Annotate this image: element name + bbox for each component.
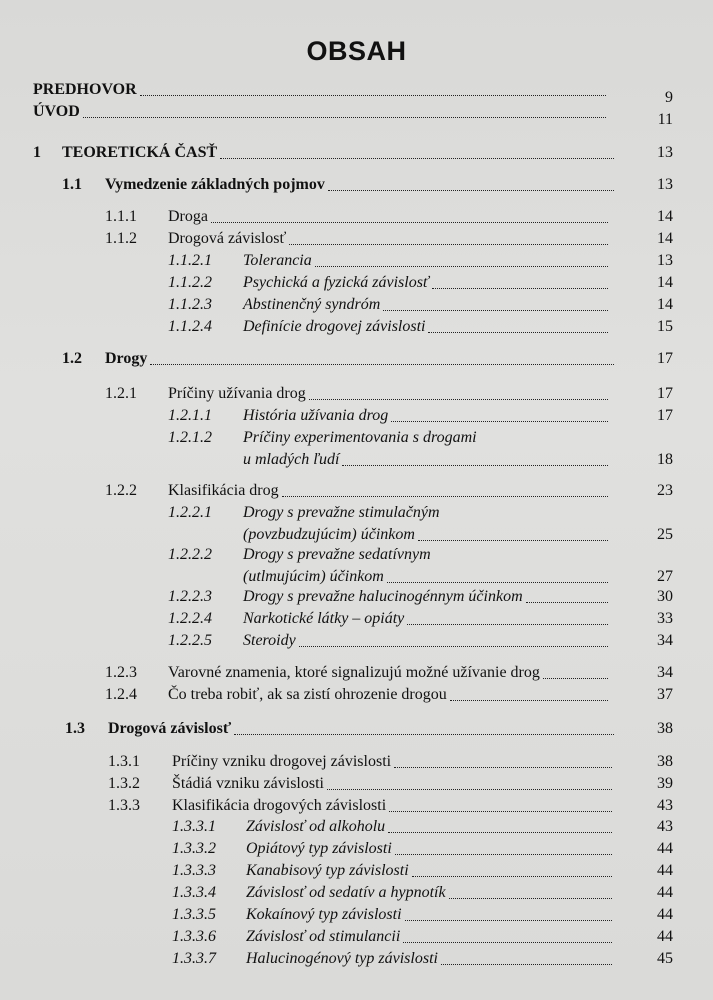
leader-dots [140, 95, 606, 96]
toc-entry-page: 11 [657, 111, 673, 128]
toc-entry-page: 13 [657, 252, 673, 269]
leader-dots [383, 310, 608, 311]
toc-entry-number: 1.2.1.1 [168, 407, 212, 424]
toc-entry [0, 861, 713, 881]
leader-dots [388, 832, 612, 833]
leader-dots [526, 602, 608, 603]
toc-entry-number: 1.3.3 [108, 797, 140, 814]
leader-dots [543, 678, 608, 679]
toc-entry-page: 9 [665, 89, 673, 106]
toc-entry-page: 17 [657, 385, 673, 402]
toc-entry-title: TEORETICKÁ ČASŤ [62, 143, 618, 163]
toc-entry-number: 1.3.3.6 [172, 928, 216, 945]
toc-entry [0, 774, 713, 794]
leader-dots [449, 898, 612, 899]
toc-entry-title: Definície drogovej závislosti [243, 317, 612, 337]
toc-entry-number: 1.3.3.5 [172, 906, 216, 923]
toc-entry [0, 295, 713, 315]
toc-entry-page: 14 [657, 274, 673, 291]
toc-entry-number: 1.3.3.1 [172, 818, 216, 835]
toc-entry-page: 15 [657, 318, 673, 335]
toc-entry [0, 905, 713, 925]
toc-entry-number: 1.2.2.5 [168, 632, 212, 649]
toc-entry-page: 18 [657, 451, 673, 468]
toc-entry-title: Drogová závislosť [108, 719, 618, 739]
toc-entry-page: 44 [657, 906, 673, 923]
toc-entry-page: 27 [657, 568, 673, 585]
toc-entry-title: Drogy [105, 349, 618, 369]
toc-entry-number: 1.1 [62, 176, 82, 193]
leader-dots [83, 117, 606, 118]
toc-entry-title: Príčiny užívania drog [168, 384, 612, 404]
toc-entry-title: Droga [168, 207, 612, 227]
toc-entry-page: 44 [657, 862, 673, 879]
leader-dots [394, 767, 612, 768]
leader-dots [395, 854, 612, 855]
toc-entry [0, 143, 713, 163]
toc-entry-title: Narkotické látky – opiáty [243, 609, 612, 629]
toc-entry-page: 44 [657, 928, 673, 945]
toc-entry-title: História užívania drog [243, 406, 612, 426]
toc-entry [0, 102, 713, 128]
toc-entry-number: 1.2.4 [105, 686, 137, 703]
toc-entry-number: 1.3.1 [108, 753, 140, 770]
leader-dots [391, 421, 608, 422]
toc-entry-title: Opiátový typ závislosti [246, 839, 616, 859]
toc-entry-page: 34 [657, 632, 673, 649]
leader-dots [389, 811, 612, 812]
toc-entry-page: 13 [657, 176, 673, 193]
toc-entry [0, 752, 713, 772]
toc-entry-page: 45 [657, 950, 673, 967]
toc-entry-number: 1.2.1 [105, 385, 137, 402]
toc-entry-page: 14 [657, 296, 673, 313]
toc-entry-page: 17 [657, 407, 673, 424]
leader-dots [450, 700, 608, 701]
toc-entry [0, 406, 713, 426]
toc-entry [0, 251, 713, 271]
toc-entry-page: 34 [657, 664, 673, 681]
toc-entry [0, 949, 713, 969]
toc-entry-title: Vymedzenie základných pojmov [105, 175, 618, 195]
toc-entry [0, 927, 713, 947]
toc-entry-title: Drogy s prevažne sedatívnym [243, 546, 431, 563]
toc-entry-page: 44 [657, 884, 673, 901]
toc-entry-number: 1.3.3.3 [172, 862, 216, 879]
toc-entry-page: 43 [657, 818, 673, 835]
toc-entry-page: 25 [657, 526, 673, 543]
leader-dots [342, 465, 608, 466]
toc-entry-title: ÚVOD [33, 102, 610, 122]
toc-entry [0, 609, 713, 629]
toc-entry [0, 384, 713, 404]
toc-entry-title: Drogová závislosť [168, 229, 612, 249]
leader-dots [282, 496, 608, 497]
toc-entry-page: 13 [657, 144, 673, 161]
toc-entry [0, 719, 713, 739]
toc-entry-page: 30 [657, 588, 673, 605]
toc-entry-title: Kokaínový typ závislosti [246, 905, 616, 925]
toc-entry-page: 38 [657, 753, 673, 770]
leader-dots [327, 789, 612, 790]
toc-entry-title: Príčiny vzniku drogovej závislosti [172, 752, 616, 772]
toc-entry-page: 38 [657, 720, 673, 737]
toc-entry [0, 685, 713, 705]
leader-dots [387, 582, 608, 583]
toc-entry-number: 1.3.3.2 [172, 840, 216, 857]
toc-entry-title-continued: (povzbudzujúcim) účinkom [243, 525, 612, 545]
toc-entry-number: 1.2.2 [105, 482, 137, 499]
toc-entry-page: 17 [657, 350, 673, 367]
toc-entry-title: Abstinenčný syndróm [243, 295, 612, 315]
leader-dots [403, 942, 612, 943]
toc-entry-number: 1.2.2.4 [168, 610, 212, 627]
toc-entry [0, 481, 713, 501]
toc-entry-title-continued: u mladých ľudí [243, 450, 612, 470]
toc-entry [0, 175, 713, 195]
toc-entry-page: 44 [657, 840, 673, 857]
toc-entry [0, 273, 713, 293]
toc-entry-title: Drogy s prevažne halucinogénnym účinkom [243, 587, 612, 607]
toc-entry-number: 1.1.1 [105, 208, 137, 225]
toc-entry-page: 14 [657, 230, 673, 247]
toc-entry-title: Drogy s prevažne stimulačným [243, 504, 440, 521]
toc-entry-title: Príčiny experimentovania s drogami [243, 429, 477, 446]
leader-dots [405, 920, 612, 921]
toc-entry-page: 23 [657, 482, 673, 499]
toc-entry [0, 229, 713, 249]
leader-dots [315, 266, 608, 267]
toc-entry [0, 317, 713, 337]
leader-dots [412, 876, 612, 877]
leader-dots [150, 364, 614, 365]
toc-entry-number: 1.2 [62, 350, 82, 367]
toc-entry-title: Štádiá vzniku závislosti [172, 774, 616, 794]
toc-entry [0, 503, 713, 543]
toc-entry-title: Závislosť od alkoholu [246, 817, 616, 837]
toc-entry-number: 1.3.2 [108, 775, 140, 792]
toc-entry-number: 1.1.2.3 [168, 296, 212, 313]
toc-entry-title: Závislosť od sedatív a hypnotík [246, 883, 616, 903]
toc-entry [0, 663, 713, 683]
toc-entry-number: 1.2.3 [105, 664, 137, 681]
toc-entry [0, 80, 713, 106]
toc-entry-number: 1 [33, 144, 41, 161]
page-title: OBSAH [306, 36, 407, 66]
toc-entry [0, 839, 713, 859]
toc-entry-title: Halucinogénový typ závislosti [246, 949, 616, 969]
toc-entry [0, 207, 713, 227]
leader-dots [441, 964, 612, 965]
toc-entry-number: 1.1.2.4 [168, 318, 212, 335]
toc-entry-number: 1.3 [65, 720, 85, 737]
toc-entry-title: Kanabisový typ závislosti [246, 861, 616, 881]
toc-entry [0, 796, 713, 816]
toc-entry-number: 1.2.2.2 [168, 546, 212, 563]
toc-entry [0, 631, 713, 651]
toc-entry-title: Klasifikácia drog [168, 481, 612, 501]
toc-entry-title: Klasifikácia drogových závislosti [172, 796, 616, 816]
toc-entry-page: 33 [657, 610, 673, 627]
toc-entry-number: 1.1.2.1 [168, 252, 212, 269]
toc-entry [0, 545, 713, 585]
toc-entry-number: 1.2.2.1 [168, 504, 212, 521]
toc-entry-page: 37 [657, 686, 673, 703]
leader-dots [407, 624, 608, 625]
leader-dots [299, 646, 608, 647]
toc-entry-number: 1.2.2.3 [168, 588, 212, 605]
leader-dots [289, 244, 608, 245]
toc-entry-title: Steroidy [243, 631, 612, 651]
toc-entry-number: 1.2.1.2 [168, 429, 212, 446]
toc-entry-title: Varovné znamenia, ktoré signalizujú možné užívanie drog [168, 663, 612, 683]
leader-dots [234, 734, 614, 735]
leader-dots [428, 332, 608, 333]
toc-entry-number: 1.1.2.2 [168, 274, 212, 291]
toc-entry [0, 883, 713, 903]
toc-entry-number: 1.3.3.4 [172, 884, 216, 901]
toc-entry-number: 1.3.3.7 [172, 950, 216, 967]
toc-entry [0, 817, 713, 837]
leader-dots [328, 190, 614, 191]
toc-entry [0, 428, 713, 468]
toc-entry [0, 587, 713, 607]
toc-entry-title: Psychická a fyzická závislosť [243, 273, 612, 293]
leader-dots [432, 288, 608, 289]
toc-entry-title: Tolerancia [243, 251, 612, 271]
toc-entry [0, 349, 713, 369]
leader-dots [309, 399, 608, 400]
leader-dots [418, 540, 608, 541]
toc-entry-title-continued: (utlmujúcim) účinkom [243, 567, 612, 587]
toc-entry-title: Čo treba robiť, ak sa zistí ohrozenie drogou [168, 685, 612, 705]
toc-entry-page: 43 [657, 797, 673, 814]
leader-dots [211, 222, 608, 223]
toc-entry-number: 1.1.2 [105, 230, 137, 247]
toc-entry-page: 14 [657, 208, 673, 225]
toc-entry-title: PREDHOVOR [33, 80, 610, 100]
toc-entry-page: 39 [657, 775, 673, 792]
toc-entry-title: Závislosť od stimulancii [246, 927, 616, 947]
leader-dots [220, 158, 614, 159]
